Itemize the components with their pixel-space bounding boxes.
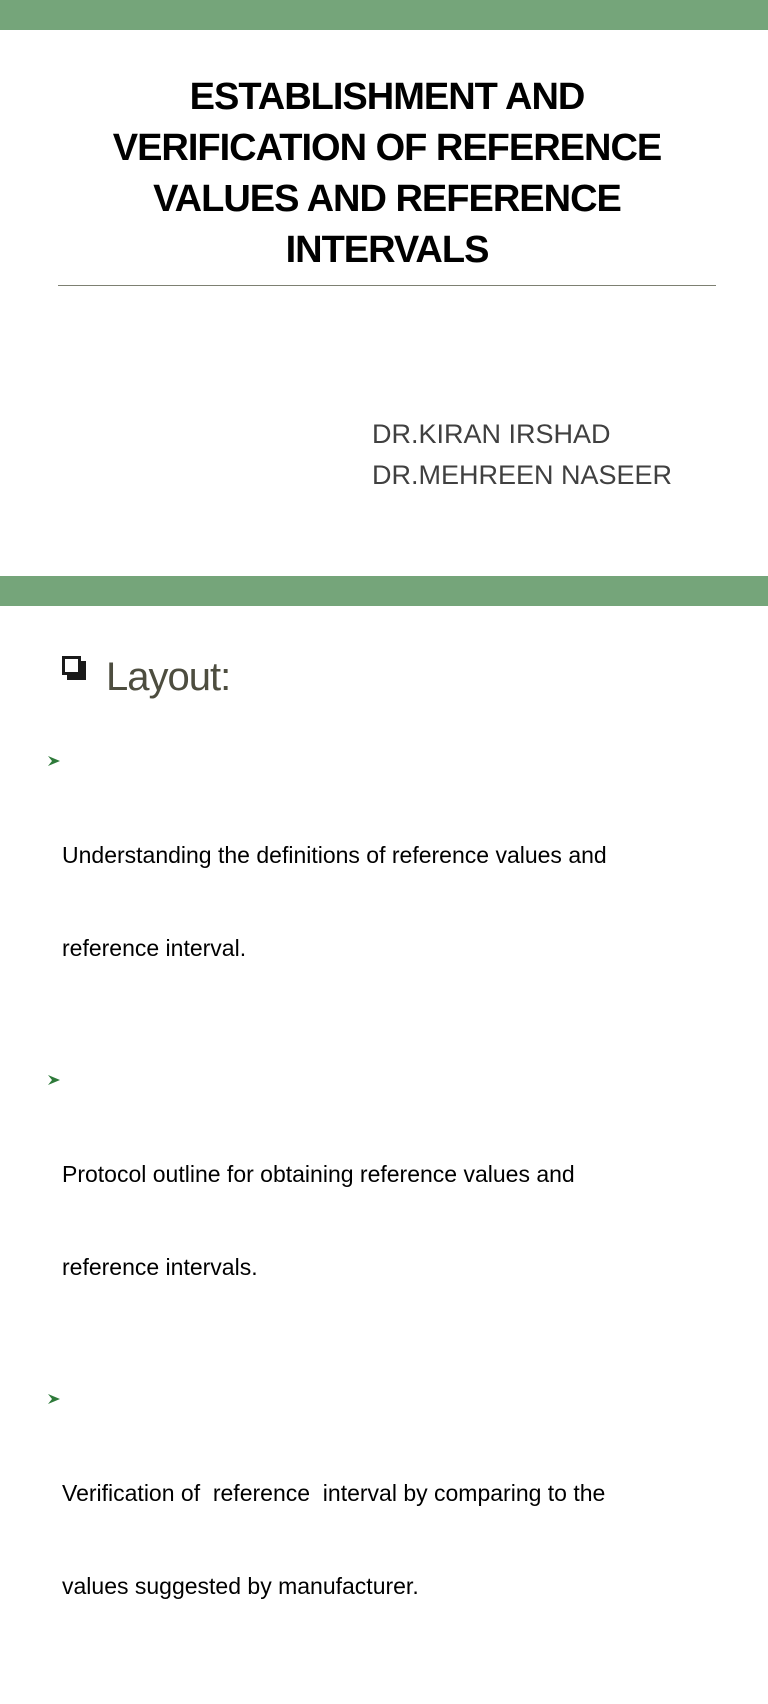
list-item <box>44 1066 744 1345</box>
title-divider <box>58 285 716 286</box>
arrow-icon <box>46 750 62 770</box>
section-accent-band <box>0 576 768 606</box>
title-line: ESTABLISHMENT AND <box>189 76 585 118</box>
bullet-line: Understanding the definitions of reference values and <box>62 842 607 868</box>
heading-text: Layout: <box>106 654 231 699</box>
bullet-line: reference intervals. <box>62 1254 258 1280</box>
bullet-line: Protocol outline for obtaining reference values and <box>62 1161 575 1187</box>
bullet-line: values suggested by manufacturer. <box>62 1573 419 1599</box>
arrow-icon <box>46 1069 62 1089</box>
bullet-line: reference interval. <box>62 935 247 961</box>
author-list <box>372 414 672 496</box>
arrow-icon <box>46 1388 62 1408</box>
layout-heading <box>62 652 230 702</box>
title-line: VALUES AND REFERENCE <box>153 178 621 220</box>
top-accent-band <box>0 0 768 30</box>
checkbox-icon <box>62 652 88 702</box>
bullet-line: Verification of reference interval by comparing to the <box>62 1480 606 1506</box>
author-name: DR.KIRAN IRSHAD <box>372 419 611 449</box>
bullet-list <box>44 747 744 1704</box>
title-line: INTERVALS <box>285 229 489 271</box>
title-line: VERIFICATION OF REFERENCE <box>112 127 662 169</box>
list-item <box>44 747 744 1026</box>
list-item <box>44 1385 744 1664</box>
slide-title <box>40 72 734 276</box>
author-name: DR.MEHREEN NASEER <box>372 460 673 490</box>
